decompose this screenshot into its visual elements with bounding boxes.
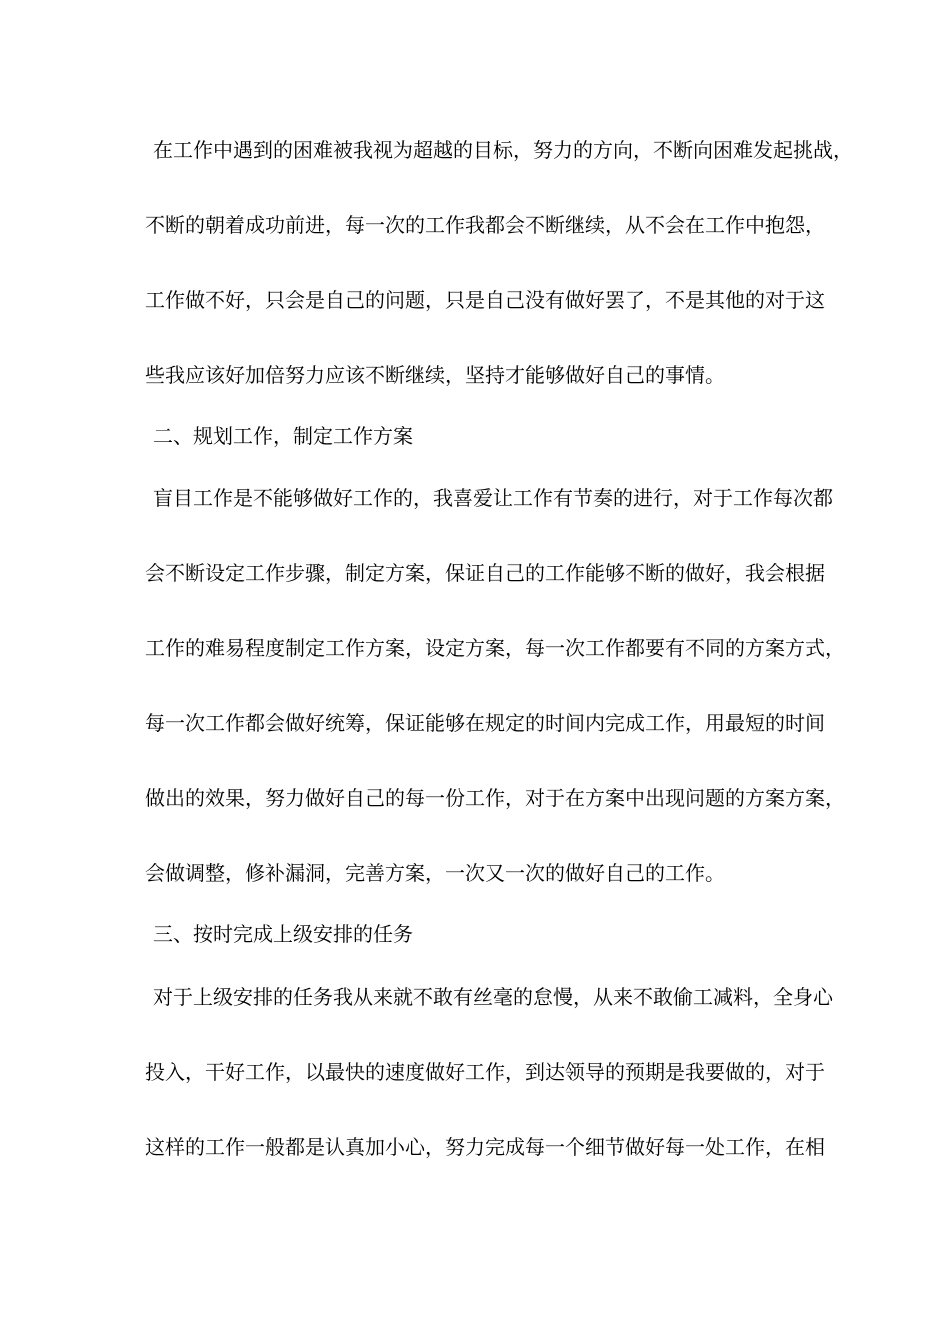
paragraph-3-line-3: 这样的工作一般都是认真加小心，努力完成每一个细节做好每一处工作，在相 xyxy=(145,1135,825,1159)
paragraph-3-line-2: 投入，干好工作，以最快的速度做好工作，到达领导的预期是我要做的，对于 xyxy=(145,1060,825,1084)
paragraph-1-line-1: 在工作中遇到的困难被我视为超越的目标，努力的方向，不断向困难发起挑战， xyxy=(153,138,853,162)
paragraph-2-line-1: 盲目工作是不能够做好工作的，我喜爱让工作有节奏的进行，对于工作每次都 xyxy=(153,486,833,510)
section-heading-3: 三、按时完成上级安排的任务 xyxy=(153,922,413,946)
paragraph-2-line-3: 工作的难易程度制定工作方案，设定方案，每一次工作都要有不同的方案方式， xyxy=(145,636,845,660)
paragraph-2-line-4: 每一次工作都会做好统筹，保证能够在规定的时间内完成工作，用最短的时间 xyxy=(145,711,825,735)
paragraph-2-line-2: 会不断设定工作步骤，制定方案，保证自己的工作能够不断的做好，我会根据 xyxy=(145,561,825,585)
paragraph-1-line-2: 不断的朝着成功前进，每一次的工作我都会不断继续，从不会在工作中抱怨， xyxy=(145,213,825,237)
section-heading-2: 二、规划工作，制定工作方案 xyxy=(153,424,413,448)
paragraph-1-line-4: 些我应该好加倍努力应该不断继续，坚持才能够做好自己的事情。 xyxy=(145,363,725,387)
paragraph-1-line-3: 工作做不好，只会是自己的问题，只是自己没有做好罢了，不是其他的对于这 xyxy=(145,288,825,312)
paragraph-2-line-6: 会做调整，修补漏洞，完善方案，一次又一次的做好自己的工作。 xyxy=(145,861,725,885)
paragraph-3-line-1: 对于上级安排的任务我从来就不敢有丝毫的怠慢，从来不敢偷工减料，全身心 xyxy=(153,985,833,1009)
paragraph-2-line-5: 做出的效果，努力做好自己的每一份工作，对于在方案中出现问题的方案方案， xyxy=(145,786,845,810)
